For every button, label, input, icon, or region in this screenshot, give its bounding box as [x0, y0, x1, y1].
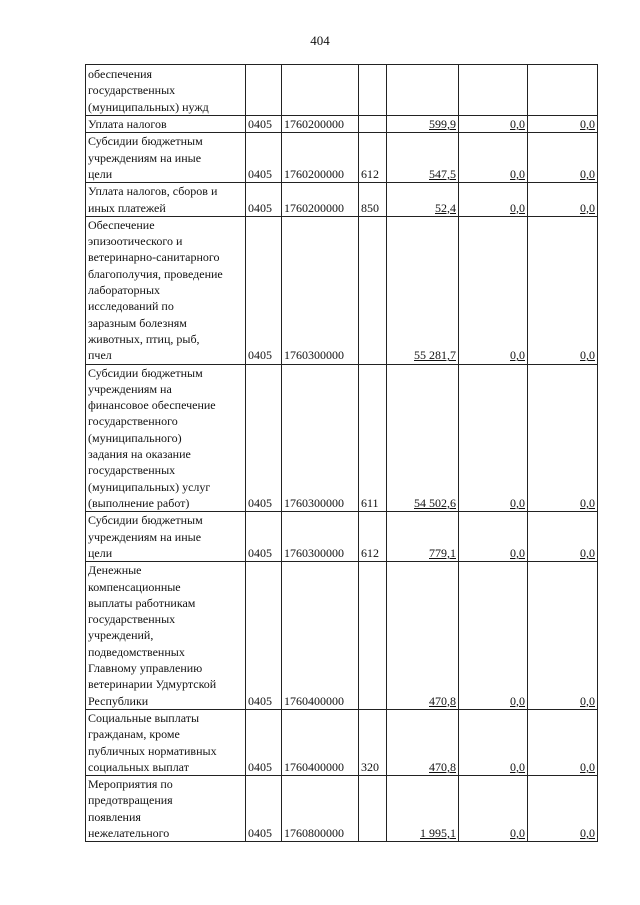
- target-article-cell: [282, 65, 359, 116]
- row-name-cell: Социальные выплаты гражданам, кроме публичных нормативных социальных выплат: [86, 709, 246, 775]
- row-name-cell: Денежные компенсационные выплаты работникам государственных учреждений, подведомственных Главному управлению ветеринарии Удмуртской Республики: [86, 562, 246, 710]
- budget-table: [85, 64, 598, 842]
- amount-value: 0,0: [580, 348, 595, 363]
- amount-value: 55 281,7: [414, 348, 456, 363]
- table-row: [86, 364, 598, 512]
- row-name-cell: Обеспечение эпизоотического и ветеринарно-санитарного благополучия, проведение лабораторных исследований по заразным болезням животных, птиц, рыб, пчел: [86, 216, 246, 364]
- amount-3-cell: [528, 116, 598, 133]
- table-row: [86, 65, 598, 116]
- table-row: [86, 116, 598, 133]
- amount-3-cell: [528, 216, 598, 364]
- amount-3-cell: [528, 562, 598, 710]
- target-article-cell: 1760300000: [282, 216, 359, 364]
- row-name-cell: Мероприятия по предотвращения появления нежелательного: [86, 776, 246, 842]
- target-article-cell: 1760200000: [282, 133, 359, 183]
- amount-2-cell: [459, 562, 528, 710]
- amount-value: 0,0: [580, 167, 595, 181]
- amount-value: 0,0: [580, 495, 595, 510]
- section-code-cell: 0405: [246, 133, 282, 183]
- table-row: [86, 562, 598, 710]
- amount-1-cell: [387, 216, 459, 364]
- amount-value: 0,0: [580, 117, 595, 131]
- amount-value: 0,0: [510, 825, 525, 840]
- amount-2-cell: [459, 133, 528, 183]
- expense-type-cell: 612: [359, 133, 387, 183]
- amount-value: 779,1: [429, 545, 456, 560]
- expense-type-cell: [359, 562, 387, 710]
- expense-type-cell: [359, 216, 387, 364]
- section-code-cell: 0405: [246, 364, 282, 512]
- amount-value: 0,0: [510, 759, 525, 774]
- target-article-cell: 1760400000: [282, 709, 359, 775]
- amount-1-cell: [387, 133, 459, 183]
- amount-1-cell: [387, 776, 459, 842]
- amount-value: 0,0: [580, 759, 595, 774]
- amount-2-cell: [459, 216, 528, 364]
- target-article-cell: 1760200000: [282, 116, 359, 133]
- amount-value: 0,0: [580, 545, 595, 560]
- expense-type-cell: 850: [359, 183, 387, 217]
- expense-type-cell: [359, 116, 387, 133]
- amount-value: 0,0: [510, 545, 525, 560]
- amount-value: 599,9: [429, 117, 456, 131]
- amount-3-cell: [528, 65, 598, 116]
- table-row: [86, 709, 598, 775]
- section-code-cell: 0405: [246, 562, 282, 710]
- amount-1-cell: [387, 562, 459, 710]
- amount-value: 547,5: [429, 167, 456, 181]
- amount-1-cell: [387, 364, 459, 512]
- amount-value: 52,4: [435, 200, 456, 215]
- target-article-cell: 1760300000: [282, 364, 359, 512]
- amount-value: 0,0: [510, 348, 525, 363]
- amount-3-cell: [528, 512, 598, 562]
- section-code-cell: 0405: [246, 216, 282, 364]
- row-name-cell: Уплата налогов, сборов и иных платежей: [86, 183, 246, 217]
- amount-1-cell: [387, 183, 459, 217]
- amount-2-cell: [459, 116, 528, 133]
- amount-value: 1 995,1: [420, 825, 456, 840]
- amount-2-cell: [459, 512, 528, 562]
- table-row: [86, 776, 598, 842]
- section-code-cell: 0405: [246, 709, 282, 775]
- section-code-cell: [246, 65, 282, 116]
- row-name-cell: Субсидии бюджетным учреждениям на иные цели: [86, 133, 246, 183]
- amount-2-cell: [459, 364, 528, 512]
- amount-value: 0,0: [510, 167, 525, 181]
- target-article-cell: 1760800000: [282, 776, 359, 842]
- amount-3-cell: [528, 364, 598, 512]
- target-article-cell: 1760300000: [282, 512, 359, 562]
- amount-1-cell: [387, 65, 459, 116]
- expense-type-cell: 611: [359, 364, 387, 512]
- amount-3-cell: [528, 183, 598, 217]
- amount-value: 470,8: [429, 759, 456, 774]
- section-code-cell: 0405: [246, 183, 282, 217]
- amount-2-cell: [459, 776, 528, 842]
- amount-value: 0,0: [510, 117, 525, 131]
- table-row: [86, 183, 598, 217]
- row-name-cell: Уплата налогов: [86, 116, 246, 133]
- section-code-cell: 0405: [246, 776, 282, 842]
- amount-value: 0,0: [580, 200, 595, 215]
- section-code-cell: 0405: [246, 116, 282, 133]
- table-row: [86, 512, 598, 562]
- amount-value: 0,0: [510, 495, 525, 510]
- amount-1-cell: [387, 116, 459, 133]
- table-row: [86, 216, 598, 364]
- amount-value: 0,0: [580, 825, 595, 840]
- amount-value: 0,0: [510, 200, 525, 215]
- amount-2-cell: [459, 65, 528, 116]
- amount-1-cell: [387, 512, 459, 562]
- amount-3-cell: [528, 776, 598, 842]
- amount-value: 54 502,6: [414, 495, 456, 510]
- amount-2-cell: [459, 709, 528, 775]
- target-article-cell: 1760400000: [282, 562, 359, 710]
- expense-type-cell: 612: [359, 512, 387, 562]
- section-code-cell: 0405: [246, 512, 282, 562]
- amount-1-cell: [387, 709, 459, 775]
- amount-3-cell: [528, 709, 598, 775]
- row-name-cell: обеспечения государственных (муниципальных) нужд: [86, 65, 246, 116]
- amount-value: 0,0: [510, 693, 525, 708]
- page-number: 404: [310, 33, 330, 48]
- expense-type-cell: 320: [359, 709, 387, 775]
- amount-value: 470,8: [429, 693, 456, 708]
- row-name-cell: Субсидии бюджетным учреждениям на иные цели: [86, 512, 246, 562]
- amount-value: 0,0: [580, 693, 595, 708]
- expense-type-cell: [359, 776, 387, 842]
- row-name-cell: Субсидии бюджетным учреждениям на финансовое обеспечение государственного (муниципального) задания на оказание государственных (муниципальных) услуг (выполнение работ): [86, 364, 246, 512]
- expense-type-cell: [359, 65, 387, 116]
- table-row: [86, 133, 598, 183]
- target-article-cell: 1760200000: [282, 183, 359, 217]
- amount-3-cell: [528, 133, 598, 183]
- amount-2-cell: [459, 183, 528, 217]
